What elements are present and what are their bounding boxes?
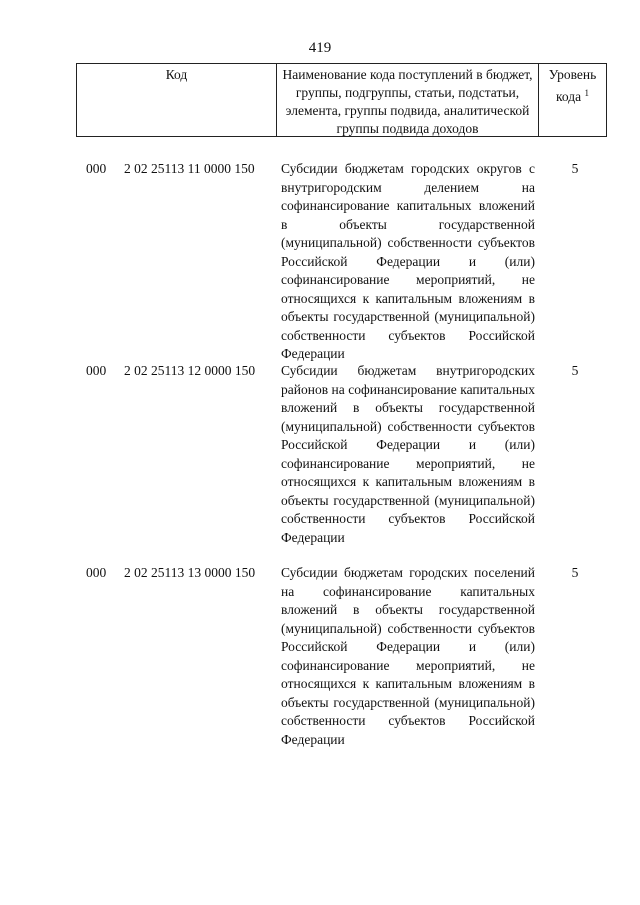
row-level: 5 bbox=[571, 161, 579, 176]
header-level-footnote: 1 bbox=[584, 88, 589, 98]
row-level: 5 bbox=[571, 565, 579, 580]
row-description: Субсидии бюджетам городских округов с внутригородским делением на софинансирование капитальных вложений в объекты государственной (муниципальной) собственности субъектов Российской Федерации и (или) софинансирование мероприятий, не относящихся к капитальным вложениям в объекты государственной (муниципальной) собственности субъектов Российской Федерации bbox=[281, 161, 535, 361]
row-kbk-code: 2 02 25113 13 0000 150 bbox=[124, 565, 256, 580]
table-header bbox=[76, 63, 607, 137]
row-level: 5 bbox=[571, 363, 579, 378]
row-admin-code: 000 bbox=[86, 363, 107, 378]
header-level-line1: Уровень bbox=[548, 67, 597, 82]
header-level-line2: кода bbox=[556, 89, 582, 104]
row-kbk-code: 2 02 25113 11 0000 150 bbox=[124, 161, 255, 176]
row-admin-code: 000 bbox=[86, 565, 107, 580]
page-number: 419 bbox=[308, 40, 332, 56]
row-description: Субсидии бюджетам городских поселений на софинансирование капитальных вложений в объекты государственной (муниципальной) собственности субъектов Российской Федерации и (или) софинансирование мероприятий, не относящихся к капитальным вложениям в объекты государственной (муниципальной) собственности субъектов Российской Федерации bbox=[281, 565, 535, 747]
header-name: Наименование кода поступлений в бюджет, группы, подгруппы, статьи, подстатьи, элемента, группы подвида, аналитической группы подвида доходов bbox=[277, 64, 539, 136]
row-admin-code: 000 bbox=[86, 161, 107, 176]
row-kbk-code: 2 02 25113 12 0000 150 bbox=[124, 363, 256, 378]
row-description: Субсидии бюджетам внутригородских районов на софинансирование капитальных вложений в объекты государственной (муниципальной) собственности субъектов Российской Федерации и (или) софинансирование мероприятий, не относящихся к капитальным вложениям в объекты государственной (муниципальной) собственности субъектов Российской Федерации bbox=[281, 363, 535, 545]
header-level bbox=[539, 64, 606, 136]
header-code: Код bbox=[77, 64, 277, 136]
